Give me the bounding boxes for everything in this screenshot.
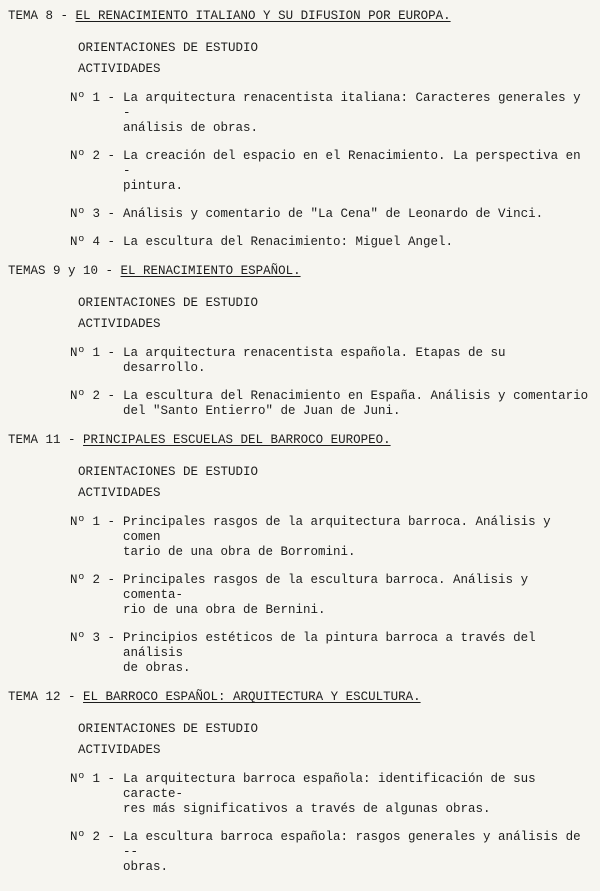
activity-line: pintura. (123, 179, 184, 193)
activity-number: Nº 2 - (70, 389, 116, 403)
activity-item (70, 207, 594, 222)
activity-number: Nº 4 - (70, 235, 116, 249)
orientaciones-heading: ORIENTACIONES DE ESTUDIO (78, 41, 259, 55)
actividades-heading: ACTIVIDADES (78, 486, 161, 500)
activity-text (123, 207, 543, 222)
activity-item (70, 149, 594, 194)
activity-number: Nº 2 - (70, 573, 116, 587)
activity-line: La arquitectura renacentista italiana: Caracteres generales y - (123, 91, 581, 120)
activity-item (70, 91, 594, 136)
activity-text (123, 631, 594, 676)
activity-text (123, 573, 594, 618)
tema-title: EL BARROCO ESPAÑOL: ARQUITECTURA Y ESCULTURA. (83, 690, 421, 704)
activity-item (70, 346, 594, 376)
activity-line: obras. (123, 860, 169, 874)
activity-item (70, 515, 594, 560)
activity-line: La creación del espacio en el Renacimiento. La perspectiva en - (123, 149, 581, 178)
tema-heading (8, 264, 594, 279)
activity-line: La escultura del Renacimiento en España. Análisis y comentario (123, 389, 589, 403)
tema-section-12 (8, 690, 594, 875)
activity-item (70, 631, 594, 676)
orientaciones-heading: ORIENTACIONES DE ESTUDIO (78, 465, 259, 479)
activity-line: La arquitectura barroca española: identificación de sus caracte- (123, 772, 536, 801)
tema-title: EL RENACIMIENTO ITALIANO Y SU DIFUSION POR EUROPA. (75, 9, 451, 23)
activity-text (123, 149, 594, 194)
activity-number: Nº 1 - (70, 515, 116, 529)
activity-text (123, 235, 453, 250)
activity-number: Nº 1 - (70, 772, 116, 786)
tema-heading (8, 9, 594, 24)
activity-line: Principales rasgos de la arquitectura barroca. Análisis y comen (123, 515, 551, 544)
actividades-heading: ACTIVIDADES (78, 62, 161, 76)
actividades-heading: ACTIVIDADES (78, 317, 161, 331)
activity-line: análisis de obras. (123, 121, 259, 135)
activity-line: res más significativos a través de algunas obras. (123, 802, 491, 816)
activity-number: Nº 2 - (70, 830, 116, 844)
activity-line: La arquitectura renacentista española. Etapas de su desarrollo. (123, 346, 506, 375)
activity-number: Nº 1 - (70, 91, 116, 105)
orientaciones-heading: ORIENTACIONES DE ESTUDIO (78, 722, 259, 736)
activity-line: Análisis y comentario de "La Cena" de Leonardo de Vinci. (123, 207, 544, 221)
actividades-heading: ACTIVIDADES (78, 743, 161, 757)
activity-item (70, 235, 594, 250)
tema-label: TEMA 8 - (8, 9, 69, 23)
activity-line: del "Santo Entierro" de Juan de Juni. (123, 404, 401, 418)
activity-line: Principales rasgos de la escultura barroca. Análisis y comenta- (123, 573, 529, 602)
tema-section-9-10 (8, 264, 594, 419)
activity-line: rio de una obra de Bernini. (123, 603, 326, 617)
tema-title: EL RENACIMIENTO ESPAÑOL. (120, 264, 301, 278)
tema-label: TEMAS 9 y 10 - (8, 264, 114, 278)
activity-line: tario de una obra de Borromini. (123, 545, 356, 559)
activity-number: Nº 3 - (70, 631, 116, 645)
activity-text (123, 346, 594, 376)
tema-label: TEMA 11 - (8, 433, 76, 447)
activity-text (123, 515, 594, 560)
activity-item (70, 389, 594, 419)
tema-heading (8, 690, 594, 705)
activity-item (70, 830, 594, 875)
activity-text (123, 91, 594, 136)
activity-line: La escultura barroca española: rasgos generales y análisis de -- (123, 830, 581, 859)
tema-section-11 (8, 433, 594, 676)
activity-line: Principios estéticos de la pintura barroca a través del análisis (123, 631, 536, 660)
activity-number: Nº 3 - (70, 207, 116, 221)
activity-text (123, 830, 594, 875)
tema-heading (8, 433, 594, 448)
activity-text (123, 772, 594, 817)
activity-item (70, 772, 594, 817)
activity-number: Nº 1 - (70, 346, 116, 360)
tema-title: PRINCIPALES ESCUELAS DEL BARROCO EUROPEO. (83, 433, 391, 447)
activity-text (123, 389, 588, 419)
tema-section-8 (8, 9, 594, 250)
activity-line: de obras. (123, 661, 191, 675)
activity-line: La escultura del Renacimiento: Miguel Angel. (123, 235, 454, 249)
activity-item (70, 573, 594, 618)
activity-number: Nº 2 - (70, 149, 116, 163)
tema-label: TEMA 12 - (8, 690, 76, 704)
orientaciones-heading: ORIENTACIONES DE ESTUDIO (78, 296, 259, 310)
